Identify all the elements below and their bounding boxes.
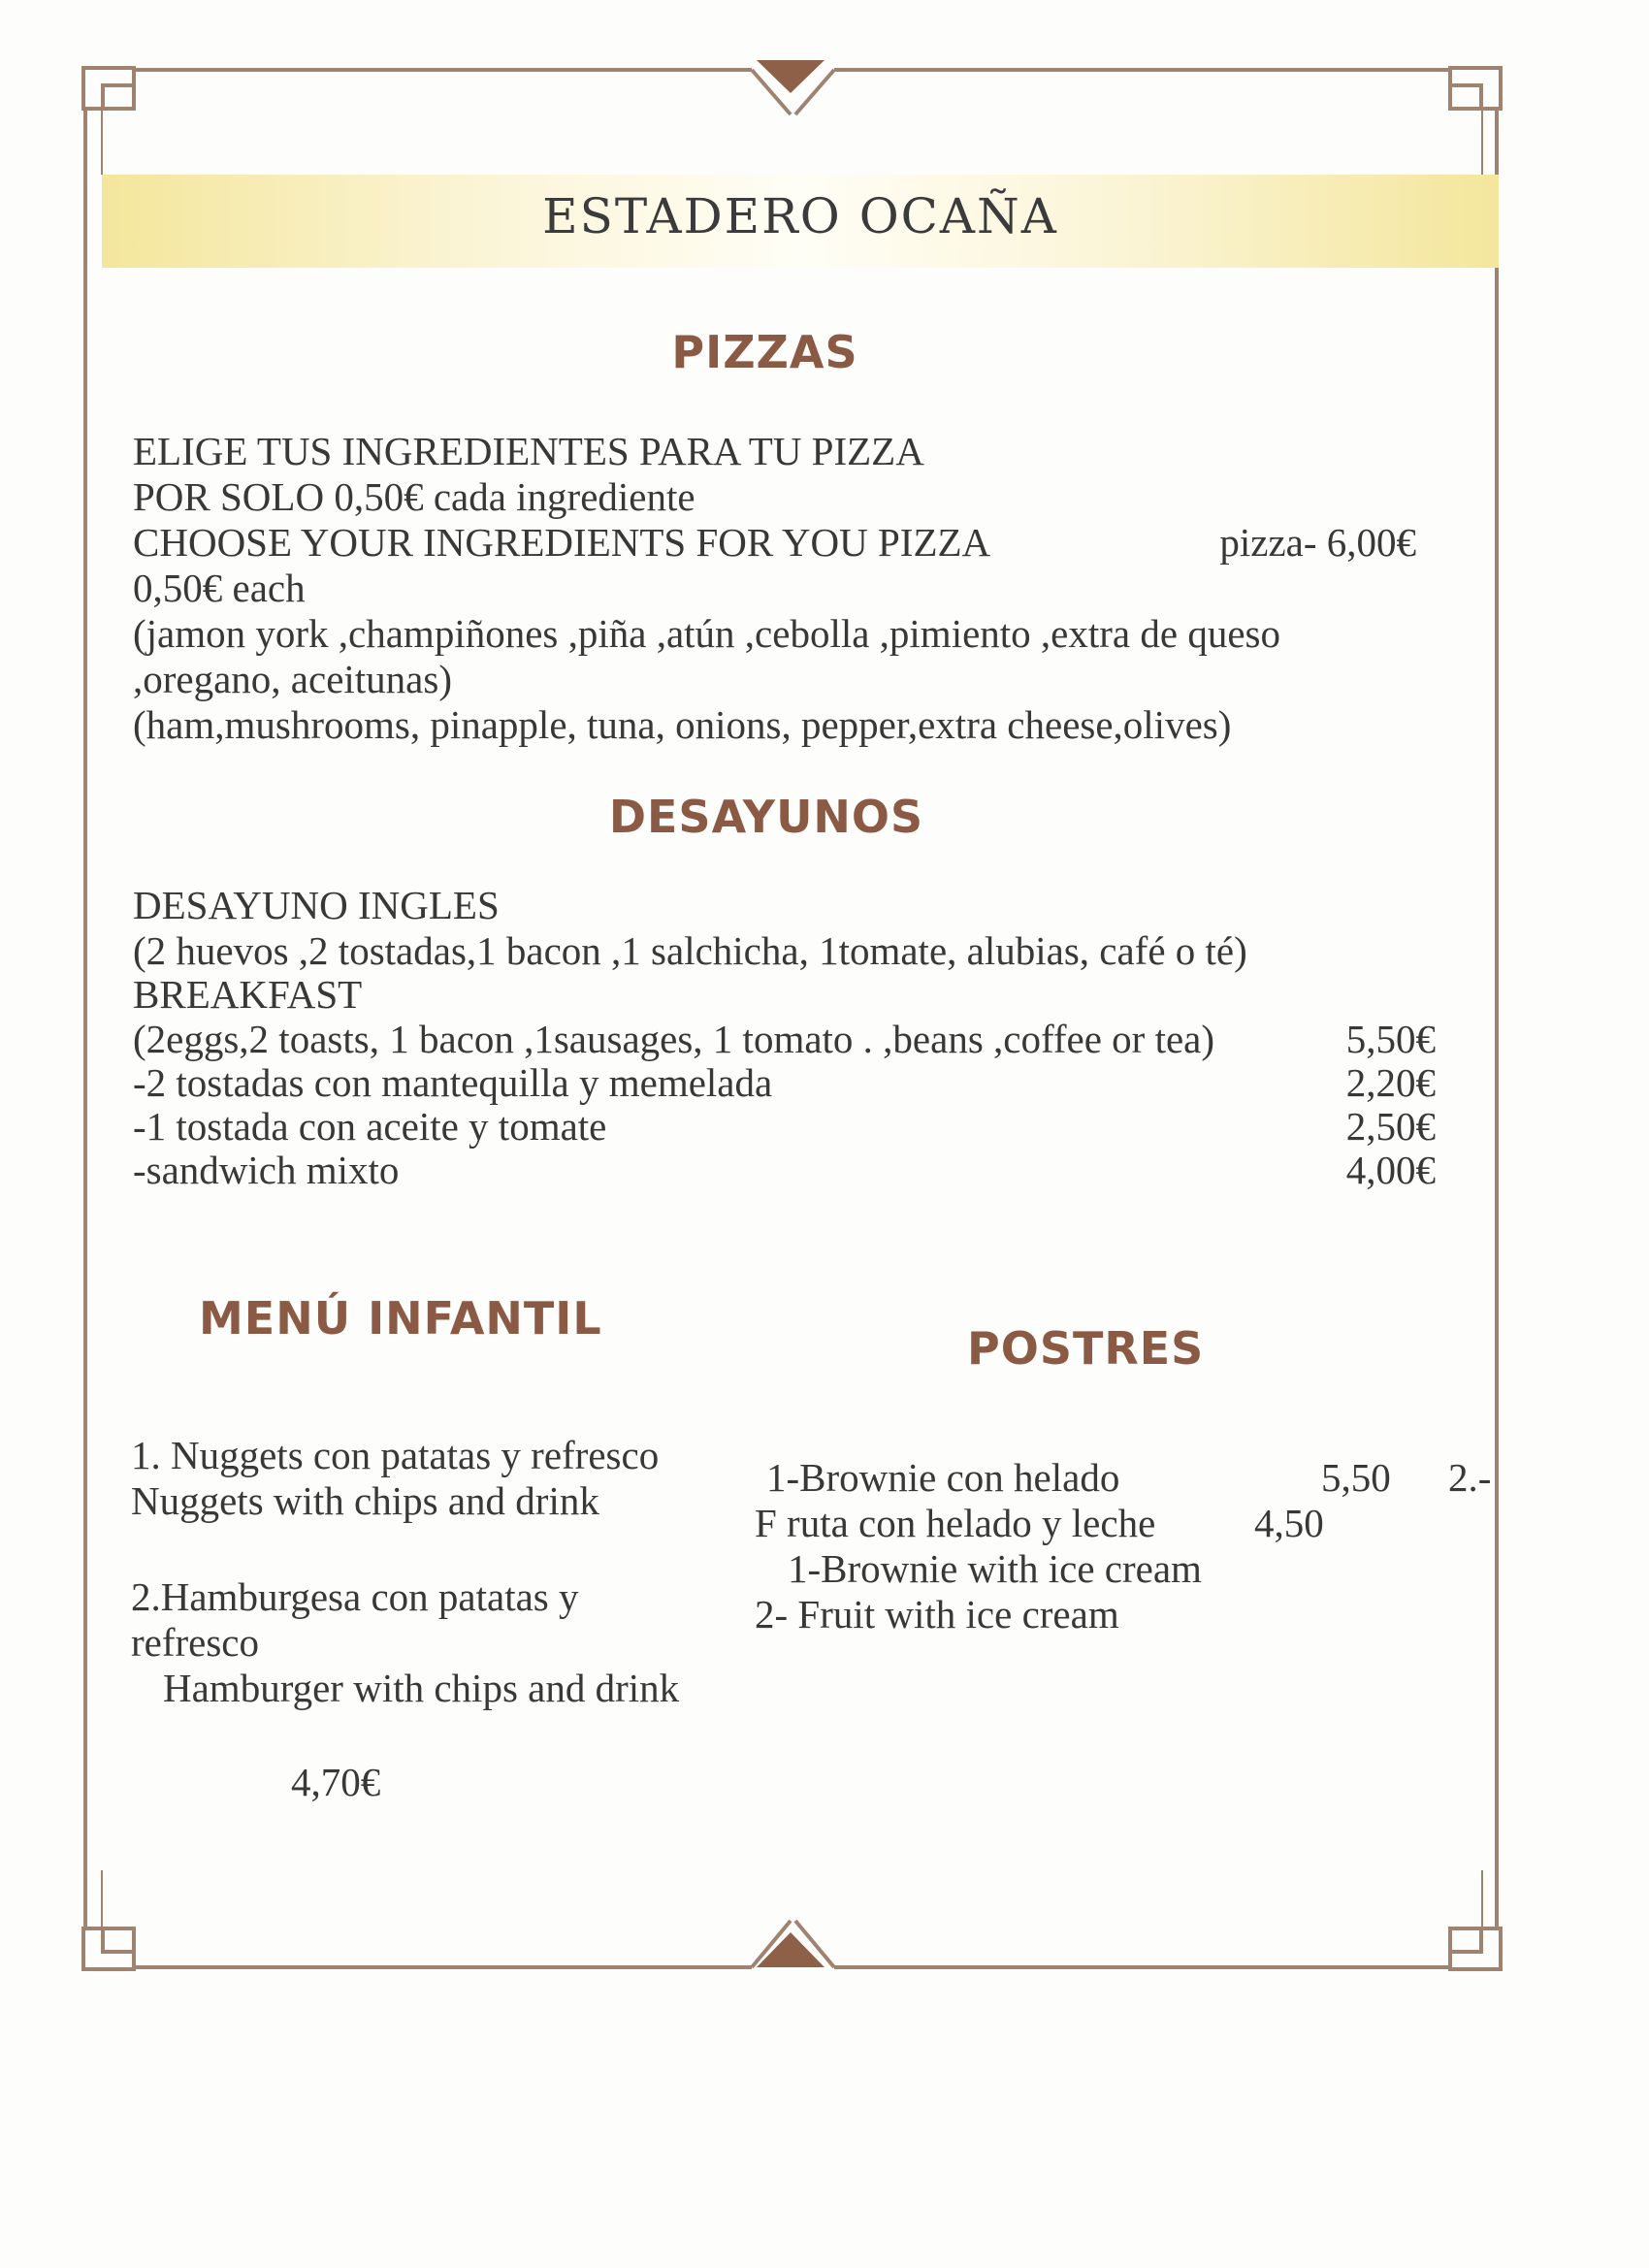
infantil-price: 4,70€ [291,1760,381,1804]
desayunos-line-3: BREAKFAST [133,972,363,1017]
infantil-item-2-es-cont: refresco [131,1620,260,1665]
infantil-item-2-es: 2.Hamburgesa con patatas y [131,1574,579,1619]
desayunos-line-1: DESAYUNO INGLES [133,883,500,927]
postres-item-2: F ruta con helado y leche [755,1501,1156,1545]
postres-item-2-price: 4,50 [1254,1501,1324,1545]
postres-item-1: 1-Brownie con helado [766,1455,1120,1500]
infantil-item-1-en: Nuggets with chips and drink [131,1478,599,1523]
breakfast-item: -2 tostadas con mantequilla y memelada [133,1060,773,1105]
pizzas-line-5: (jamon york ,champiñones ,piña ,atún ,cebolla ,pimiento ,extra de queso [133,611,1280,656]
breakfast-item: -sandwich mixto [133,1148,400,1192]
postres-item-1-price: 5,50 [1321,1455,1391,1500]
pizzas-line-3: CHOOSE YOUR INGREDIENTS FOR YOU PIZZA [133,520,991,565]
desayunos-heading: DESAYUNOS [608,791,924,843]
breakfast-item: (2eggs,2 toasts, 1 bacon ,1sausages, 1 tomato . ,beans ,coffee or tea) [133,1017,1215,1061]
pizzas-line-7: (ham,mushrooms, pinapple, tuna, onions, pepper,extra cheese,olives) [133,702,1232,747]
desayunos-line-2: (2 huevos ,2 tostadas,1 bacon ,1 salchicha, 1tomate, alubias, café o té) [133,928,1247,973]
pizzas-line-1: ELIGE TUS INGREDIENTES PARA TU PIZZA [133,429,924,473]
breakfast-item-price: 2,20€ [1345,1060,1436,1105]
pizzas-line-4: 0,50€ each [133,566,306,610]
restaurant-name: ESTADERO OCAÑA [542,188,1058,244]
infantil-item-1-es: 1. Nuggets con patatas y refresco [131,1433,660,1477]
breakfast-item-price: 5,50€ [1345,1017,1436,1061]
breakfast-item: -1 tostada con aceite y tomate [133,1104,607,1149]
infantil-item-2-en: Hamburger with chips and drink [163,1666,680,1710]
breakfast-item-price: 4,00€ [1345,1148,1436,1192]
pizzas-heading: PIZZAS [671,326,858,378]
postres-item-1-en: 1-Brownie with ice cream [788,1546,1202,1591]
pizzas-line-2: POR SOLO 0,50€ cada ingrediente [133,474,695,519]
infantil-heading: MENÚ INFANTIL [199,1292,602,1345]
postres-heading: POSTRES [967,1322,1205,1375]
breakfast-item-price: 2,50€ [1345,1104,1436,1149]
postres-item-2-cut-label: 2.- [1448,1455,1492,1500]
pizza-price: pizza- 6,00€ [1219,520,1416,565]
postres-item-2-en: 2- Fruit with ice cream [755,1592,1119,1636]
pizzas-line-6: ,oregano, aceitunas) [133,657,452,701]
